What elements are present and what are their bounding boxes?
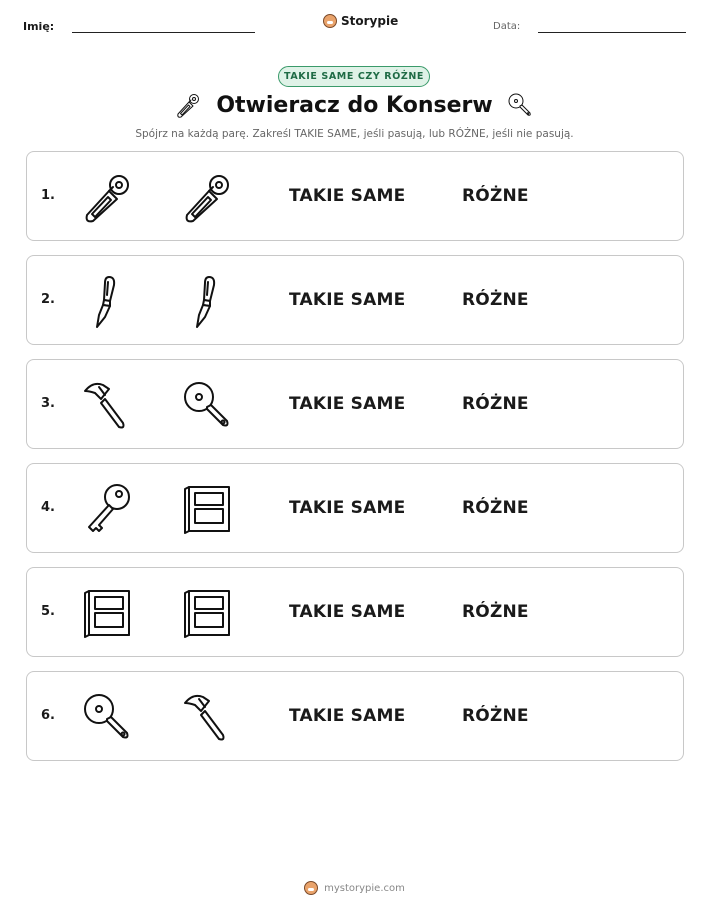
footer-site[interactable]: mystorypie.com [324,882,405,894]
question-row [26,359,684,449]
pizza-cutter-icon [506,91,534,119]
date-label: Data: [493,21,521,32]
page-title: Otwieracz do Konserw [216,93,493,118]
question-row [26,151,684,241]
option-different[interactable]: RÓŻNE [462,706,529,726]
question-number: 5. [41,604,55,619]
hammer-icon [79,377,135,433]
question-number: 6. [41,708,55,723]
mascot-icon [323,14,337,28]
option-same[interactable]: TAKIE SAME [289,290,406,310]
cabinet-icon [179,481,235,537]
option-same[interactable]: TAKIE SAME [289,186,406,206]
option-different[interactable]: RÓŻNE [462,186,529,206]
pizza-cutter-icon [179,377,235,433]
option-same[interactable]: TAKIE SAME [289,498,406,518]
question-row [26,463,684,553]
option-same[interactable]: TAKIE SAME [289,394,406,414]
brand-logo [323,14,398,28]
question-row [26,567,684,657]
craft-knife-icon [179,273,235,329]
can-opener-icon [179,169,235,225]
mascot-icon [304,881,318,895]
question-row [26,671,684,761]
can-opener-icon [79,169,135,225]
option-different[interactable]: RÓŻNE [462,394,529,414]
cabinet-icon [179,585,235,641]
question-number: 3. [41,396,55,411]
option-different[interactable]: RÓŻNE [462,498,529,518]
option-same[interactable]: TAKIE SAME [289,706,406,726]
name-line[interactable] [72,32,255,33]
name-label: Imię: [23,20,55,33]
question-number: 1. [41,188,55,203]
cabinet-icon [79,585,135,641]
pizza-cutter-icon [79,689,135,745]
worksheet-type-badge: TAKIE SAME CZY RÓŻNE [278,66,430,87]
date-line[interactable] [538,32,686,33]
key-icon [79,481,135,537]
option-different[interactable]: RÓŻNE [462,602,529,622]
brand-name: Storypie [341,14,399,28]
hammer-icon [179,689,235,745]
question-number: 4. [41,500,55,515]
footer [0,881,709,895]
option-different[interactable]: RÓŻNE [462,290,529,310]
question-number: 2. [41,292,55,307]
instructions: Spójrz na każdą parę. Zakreśl TAKIE SAME, jeśli pasują, lub RÓŻNE, jeśli nie pasują. [135,128,574,140]
question-row [26,255,684,345]
craft-knife-icon [79,273,135,329]
option-same[interactable]: TAKIE SAME [289,602,406,622]
